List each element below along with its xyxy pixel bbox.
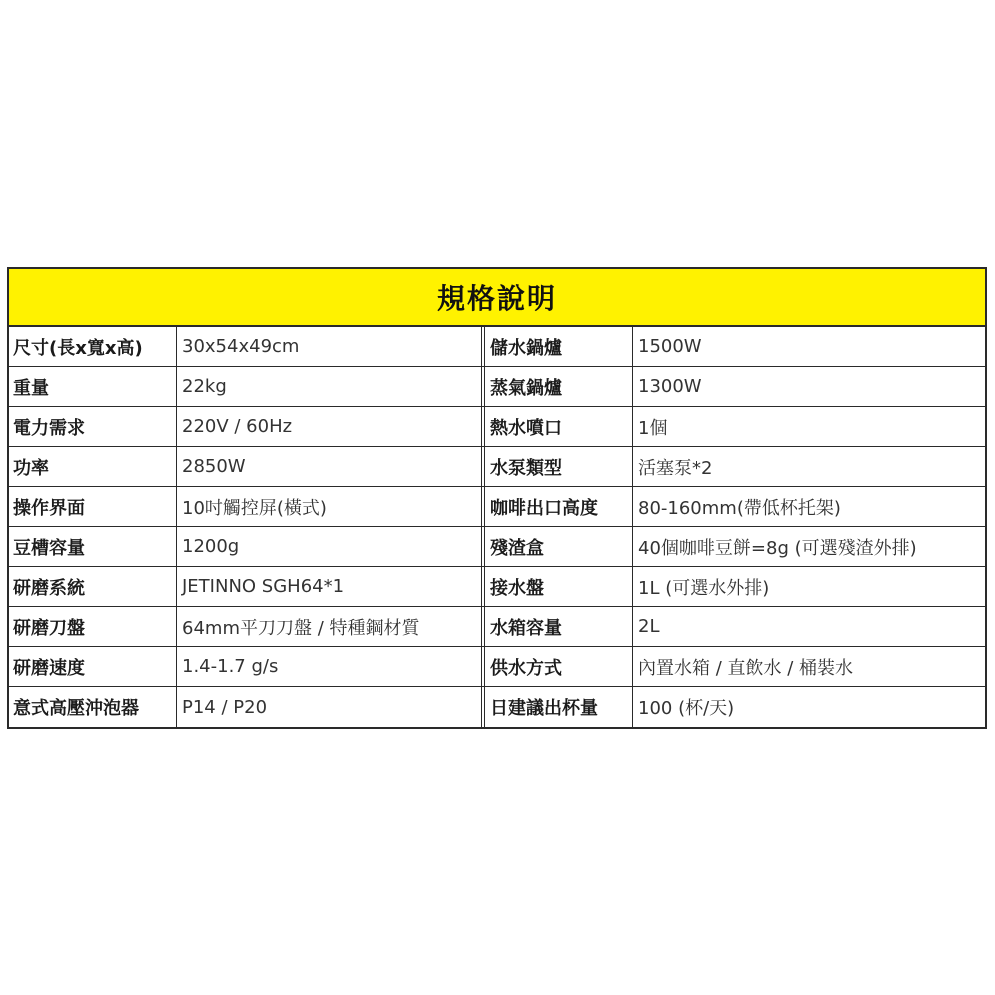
spec-label: 供水方式 [485,647,633,686]
spec-value: 22kg [177,367,485,406]
spec-label: 操作界面 [9,487,177,526]
table-row [9,367,985,407]
spec-value: 220V / 60Hz [177,407,485,446]
spec-value: 1300W [638,376,702,397]
spec-value: 1L (可選水外排) [638,577,770,599]
table-row [9,607,985,647]
spec-label: 水泵類型 [485,447,633,486]
spec-label: 熱水噴口 [485,407,633,446]
spec-value: 1.4-1.7 g/s [177,647,485,686]
spec-label: 研磨系統 [9,567,177,606]
spec-value: JETINNO SGH64*1 [177,567,485,606]
spec-value: 30x54x49cm [177,327,485,366]
spec-rows [9,327,985,727]
spec-value: 1500W [638,336,702,357]
spec-label: 咖啡出口高度 [485,487,633,526]
table-title: 規格說明 [436,282,557,315]
table-row [9,527,985,567]
spec-label: 研磨刀盤 [9,607,177,646]
table-row [9,647,985,687]
table-row [9,447,985,487]
title-bar [9,269,985,327]
spec-value: 10吋觸控屏(橫式) [177,487,485,526]
spec-table [7,267,987,729]
spec-value: 2L [638,616,660,637]
spec-label: 水箱容量 [485,607,633,646]
table-row [9,407,985,447]
spec-value: 2850W [177,447,485,486]
spec-value: 活塞泵*2 [638,457,713,479]
spec-value: 64mm平刀刀盤 / 特種鋼材質 [177,607,485,646]
table-row [9,487,985,527]
spec-label: 電力需求 [9,407,177,446]
spec-label: 功率 [9,447,177,486]
spec-value: 80-160mm(帶低杯托架) [638,497,841,519]
table-row [9,567,985,607]
spec-value: 1200g [177,527,485,566]
spec-label: 尺寸(長x寬x高) [9,327,177,366]
spec-label: 意式高壓沖泡器 [9,687,177,727]
table-row [9,327,985,367]
spec-label: 研磨速度 [9,647,177,686]
spec-label: 蒸氣鍋爐 [485,367,633,406]
spec-value: 40個咖啡豆餅=8g (可選殘渣外排) [638,537,917,559]
spec-value: P14 / P20 [177,687,485,727]
spec-label: 殘渣盒 [485,527,633,566]
spec-value: 1個 [638,417,668,439]
table-row [9,687,985,727]
spec-label: 豆槽容量 [9,527,177,566]
spec-value: 100 (杯/天) [638,698,735,719]
spec-label: 日建議出杯量 [485,687,633,727]
spec-value: 內置水箱 / 直飲水 / 桶裝水 [638,657,854,679]
spec-label: 重量 [9,367,177,406]
spec-label: 儲水鍋爐 [485,327,633,366]
spec-label: 接水盤 [485,567,633,606]
